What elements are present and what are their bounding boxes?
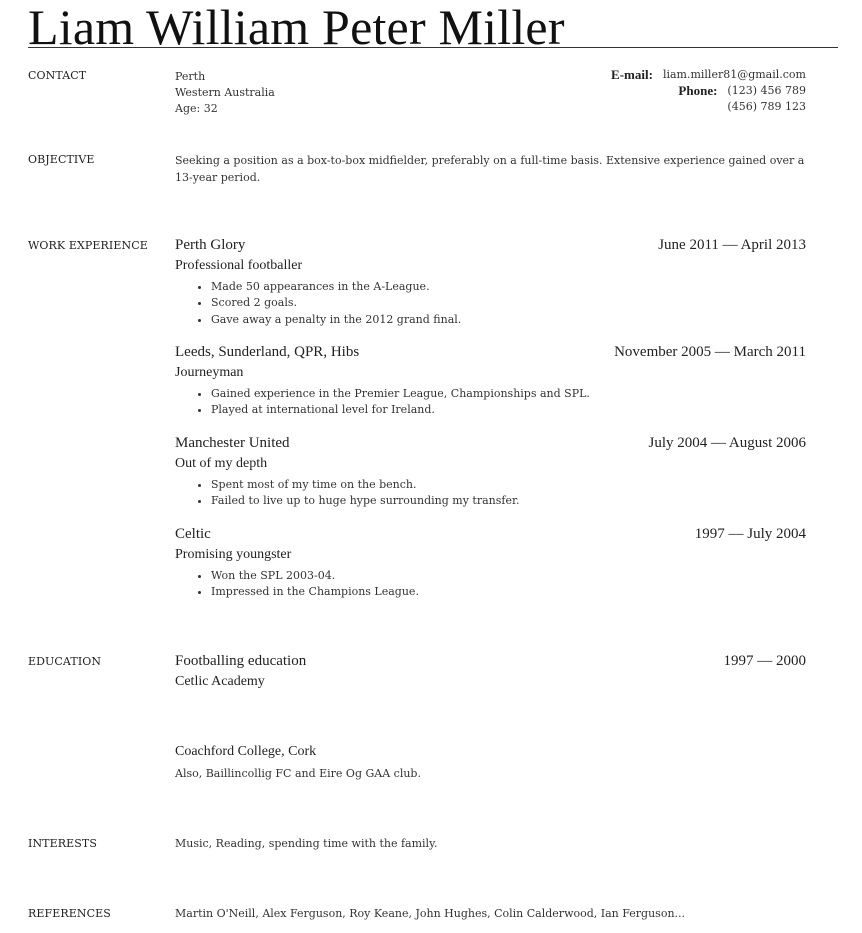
education-school: Cetlic Academy xyxy=(175,674,265,689)
job-bullet: • Played at international level for Ireland. xyxy=(211,402,590,418)
education-title: Footballing education xyxy=(175,653,307,669)
education-college: Coachford College, Cork xyxy=(175,744,317,759)
job-bullets xyxy=(175,279,461,328)
references-text: Martin O'Neill, Alex Ferguson, Roy Keane, John Hughes, Colin Calderwood, Ian Ferguson... xyxy=(175,907,686,920)
section-label-references: REFERENCES xyxy=(28,907,111,920)
job-title: Celtic xyxy=(175,526,211,542)
phone-label: Phone: xyxy=(678,83,718,98)
phone-value-1[interactable]: (123) 456 789 xyxy=(727,84,806,97)
contact-details xyxy=(611,67,806,115)
job-bullet: • Impressed in the Champions League. xyxy=(211,584,419,600)
job-title: Manchester United xyxy=(175,435,290,451)
phone-row-2 xyxy=(611,99,806,115)
education-date: 1997 — 2000 xyxy=(723,653,806,669)
header-divider xyxy=(28,47,838,48)
job-bullets xyxy=(175,568,419,601)
contact-city: Perth xyxy=(175,70,206,83)
job-bullet: • Made 50 appearances in the A-League. xyxy=(211,279,461,295)
job-date: 1997 — July 2004 xyxy=(694,526,806,542)
job-title: Leeds, Sunderland, QPR, Hibs xyxy=(175,344,360,360)
education-note: Also, Baillincollig FC and Eire Og GAA club. xyxy=(175,767,421,780)
job-date: July 2004 — August 2006 xyxy=(648,435,806,451)
section-label-education: EDUCATION xyxy=(28,655,102,668)
job-title: Perth Glory xyxy=(175,237,246,253)
email-label: E-mail: xyxy=(611,67,653,82)
section-label-interests: INTERESTS xyxy=(28,837,97,850)
section-label-contact: CONTACT xyxy=(28,69,87,82)
objective-text: Seeking a position as a box-to-box midfielder, preferably on a full-time basis. Extensive experience gained over a 13-year period. xyxy=(175,154,805,184)
section-label-work: WORK EXPERIENCE xyxy=(28,239,148,252)
job-role: Professional footballer xyxy=(175,258,303,273)
job-bullet: • Failed to live up to huge hype surrounding my transfer. xyxy=(211,493,520,509)
job-role: Promising youngster xyxy=(175,547,292,562)
email-value[interactable]: liam.miller81@gmail.com xyxy=(662,68,806,81)
interests-text: Music, Reading, spending time with the family. xyxy=(175,837,438,850)
job-bullet: • Gained experience in the Premier League, Championships and SPL. xyxy=(211,386,590,402)
job-bullet: • Scored 2 goals. xyxy=(211,295,461,311)
job-bullet: • Gave away a penalty in the 2012 grand final. xyxy=(211,312,461,328)
email-row xyxy=(611,67,806,83)
phone-value-2[interactable]: (456) 789 123 xyxy=(727,100,806,113)
job-bullet: • Won the SPL 2003-04. xyxy=(211,568,419,584)
job-bullets xyxy=(175,386,590,419)
job-date: November 2005 — March 2011 xyxy=(614,344,806,360)
contact-age: Age: 32 xyxy=(175,102,218,115)
phone-row xyxy=(611,83,806,99)
section-label-objective: OBJECTIVE xyxy=(28,153,95,166)
candidate-name: Liam William Peter Miller xyxy=(28,0,565,55)
job-bullet: • Spent most of my time on the bench. xyxy=(211,477,520,493)
job-bullets xyxy=(175,477,520,510)
contact-state: Western Australia xyxy=(175,86,275,99)
job-date: June 2011 — April 2013 xyxy=(658,237,806,253)
contact-address xyxy=(175,69,275,117)
job-role: Journeyman xyxy=(175,365,244,380)
job-role: Out of my depth xyxy=(175,456,268,471)
